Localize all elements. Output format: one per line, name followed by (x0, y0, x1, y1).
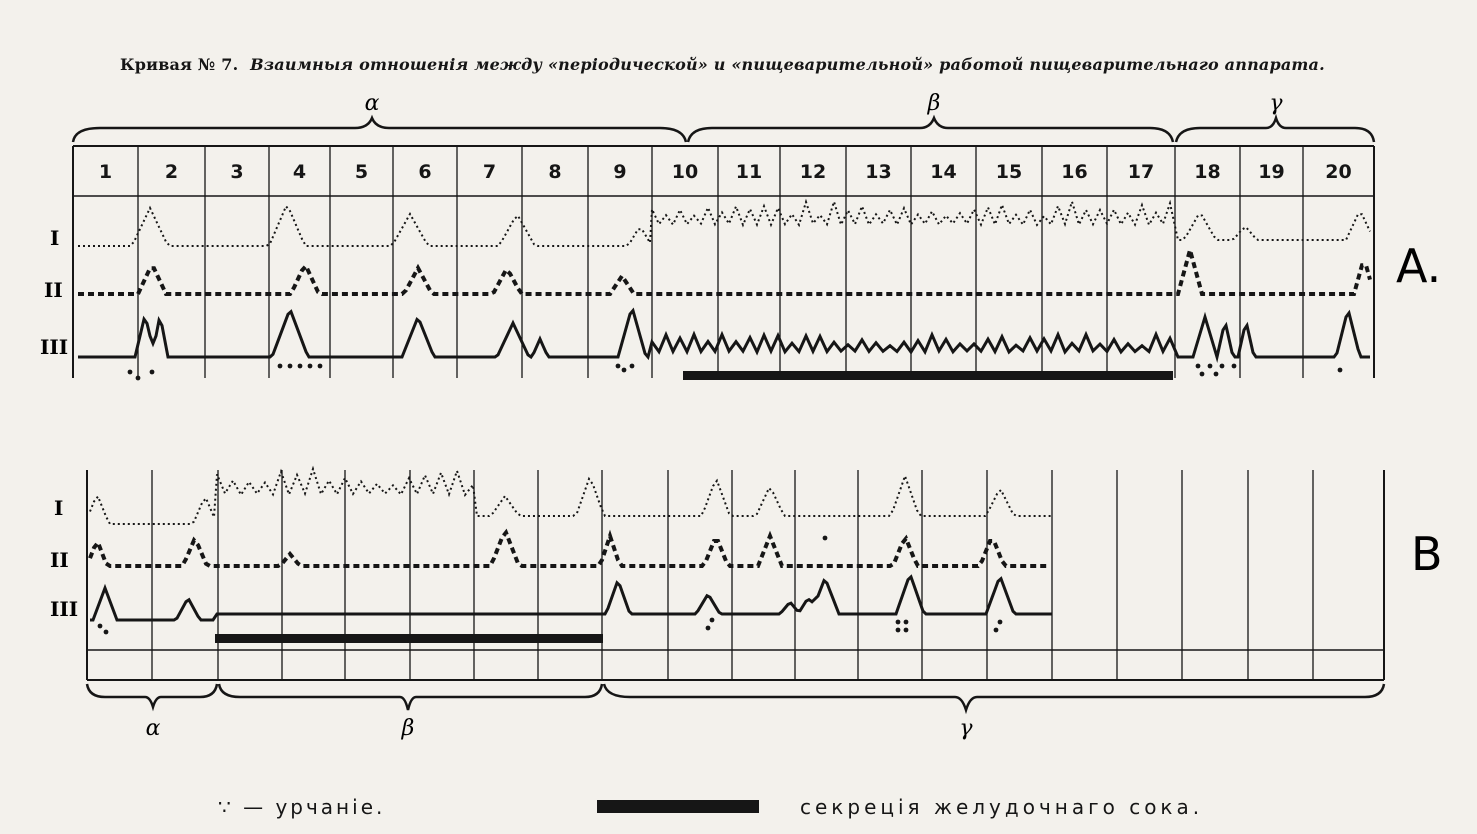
panel-a-column-number: 16 (1061, 161, 1088, 183)
rumbling-dot (710, 618, 715, 623)
panel-a-column-number: 2 (164, 161, 179, 183)
rumbling-dot (823, 536, 828, 541)
rumbling-dot (104, 630, 109, 635)
legend-secretion (800, 795, 1203, 819)
panel-b-curve-iii (90, 577, 1052, 620)
rumbling-dot (1338, 368, 1343, 373)
panel-b-row-label-ii: II (50, 548, 69, 572)
rumbling-dot (1220, 364, 1225, 369)
rumbling-dot (318, 364, 323, 369)
rumbling-dot (136, 376, 141, 381)
rumbling-dot (150, 370, 155, 375)
panel-b-curve-ii (90, 533, 1050, 566)
panel-a-column-number: 7 (482, 161, 497, 183)
rumbling-dot (1200, 372, 1205, 377)
caption-label: Кривая № 7. (120, 55, 239, 74)
panel-a-column-number: 14 (930, 161, 957, 183)
panel-a-column-number: 17 (1127, 161, 1155, 183)
panel-a-column-numbers (99, 161, 1352, 183)
rumbling-dot (1208, 364, 1213, 369)
panel-a-column-number: 8 (548, 161, 562, 183)
legend-rumbling-label: — урчаніе. (243, 795, 386, 819)
brace-b-gamma: γ (959, 716, 973, 741)
panel-a-column-number: 19 (1258, 161, 1285, 183)
panel-b-grid (87, 470, 1384, 680)
rumbling-dot (278, 364, 283, 369)
panel-a-grid (73, 146, 1374, 378)
panel-a-row-label-i: I (50, 226, 60, 250)
panel-a-column-number: 3 (230, 161, 244, 183)
rumbling-dot (1232, 364, 1237, 369)
panel-b-rumbling-dots (98, 536, 1003, 635)
legend-secretion-label: секреція желудочнаго сока. (800, 795, 1204, 819)
panel-a-column-number: 4 (292, 161, 307, 183)
rumbling-dot (896, 628, 901, 633)
rumbling-dot (896, 620, 901, 625)
panel-a-column-number: 6 (418, 161, 432, 183)
brace-b-beta: β (401, 716, 415, 741)
panel-a-row-label-ii: II (44, 278, 63, 302)
brace-a-alpha: α (364, 91, 380, 116)
rumbling-dot (128, 370, 133, 375)
panel-a-column-number: 11 (735, 161, 763, 183)
rumbling-dot (904, 628, 909, 633)
panel-a-column-number: 9 (613, 161, 627, 183)
panel-b-braces (87, 684, 1384, 710)
panel-a-row-label-iii: III (40, 335, 69, 359)
legend-rumbling (218, 795, 385, 819)
panel-a-column-number: 15 (995, 161, 1023, 183)
rumbling-dot (994, 628, 999, 633)
brace-b-alpha: α (145, 716, 161, 741)
panel-a-braces (73, 118, 1374, 142)
brace-a-gamma: γ (1269, 91, 1283, 116)
rumbling-dot (1214, 372, 1219, 377)
panel-a-curve-ii (78, 250, 1370, 294)
panel-a-label: A. (1396, 239, 1442, 293)
legend-rumbling-symbol: ∵ (218, 795, 234, 819)
panel-a-curve-iii (78, 311, 1370, 357)
panel-b-row-label-i: I (54, 496, 64, 520)
brace-a-beta: β (927, 91, 941, 116)
rumbling-dot (616, 364, 621, 369)
rumbling-dot (998, 620, 1003, 625)
panel-a-column-number: 20 (1325, 161, 1352, 183)
panel-a-secretion-bar (683, 371, 1173, 380)
rumbling-dot (630, 364, 635, 369)
panel-b-secretion-bar (215, 634, 603, 643)
rumbling-dot (288, 364, 293, 369)
panel-b-curve-i (90, 469, 1053, 524)
rumbling-dot (904, 620, 909, 625)
panel-a-column-number: 12 (799, 161, 827, 183)
panel-b-label: B (1411, 527, 1443, 581)
rumbling-dot (706, 626, 711, 631)
rumbling-dot (308, 364, 313, 369)
panel-a-column-number: 5 (354, 161, 369, 183)
caption-text: Взаимныя отношенія между «періодической» и «пищеварительной» работой пищеварительнаго аппарата. (250, 55, 1325, 74)
rumbling-dot (622, 368, 627, 373)
panel-a-column-number: 13 (865, 161, 892, 183)
panel-a-column-number: 10 (671, 161, 699, 183)
panel-a-column-number: 1 (98, 161, 113, 183)
rumbling-dot (298, 364, 303, 369)
rumbling-dot (1196, 364, 1201, 369)
legend-secretion-swatch (597, 800, 759, 813)
rumbling-dot (98, 624, 103, 629)
panel-a-column-number: 18 (1194, 161, 1221, 183)
panel-a-curve-i (78, 202, 1370, 246)
panel-b-row-label-iii: III (50, 597, 79, 621)
